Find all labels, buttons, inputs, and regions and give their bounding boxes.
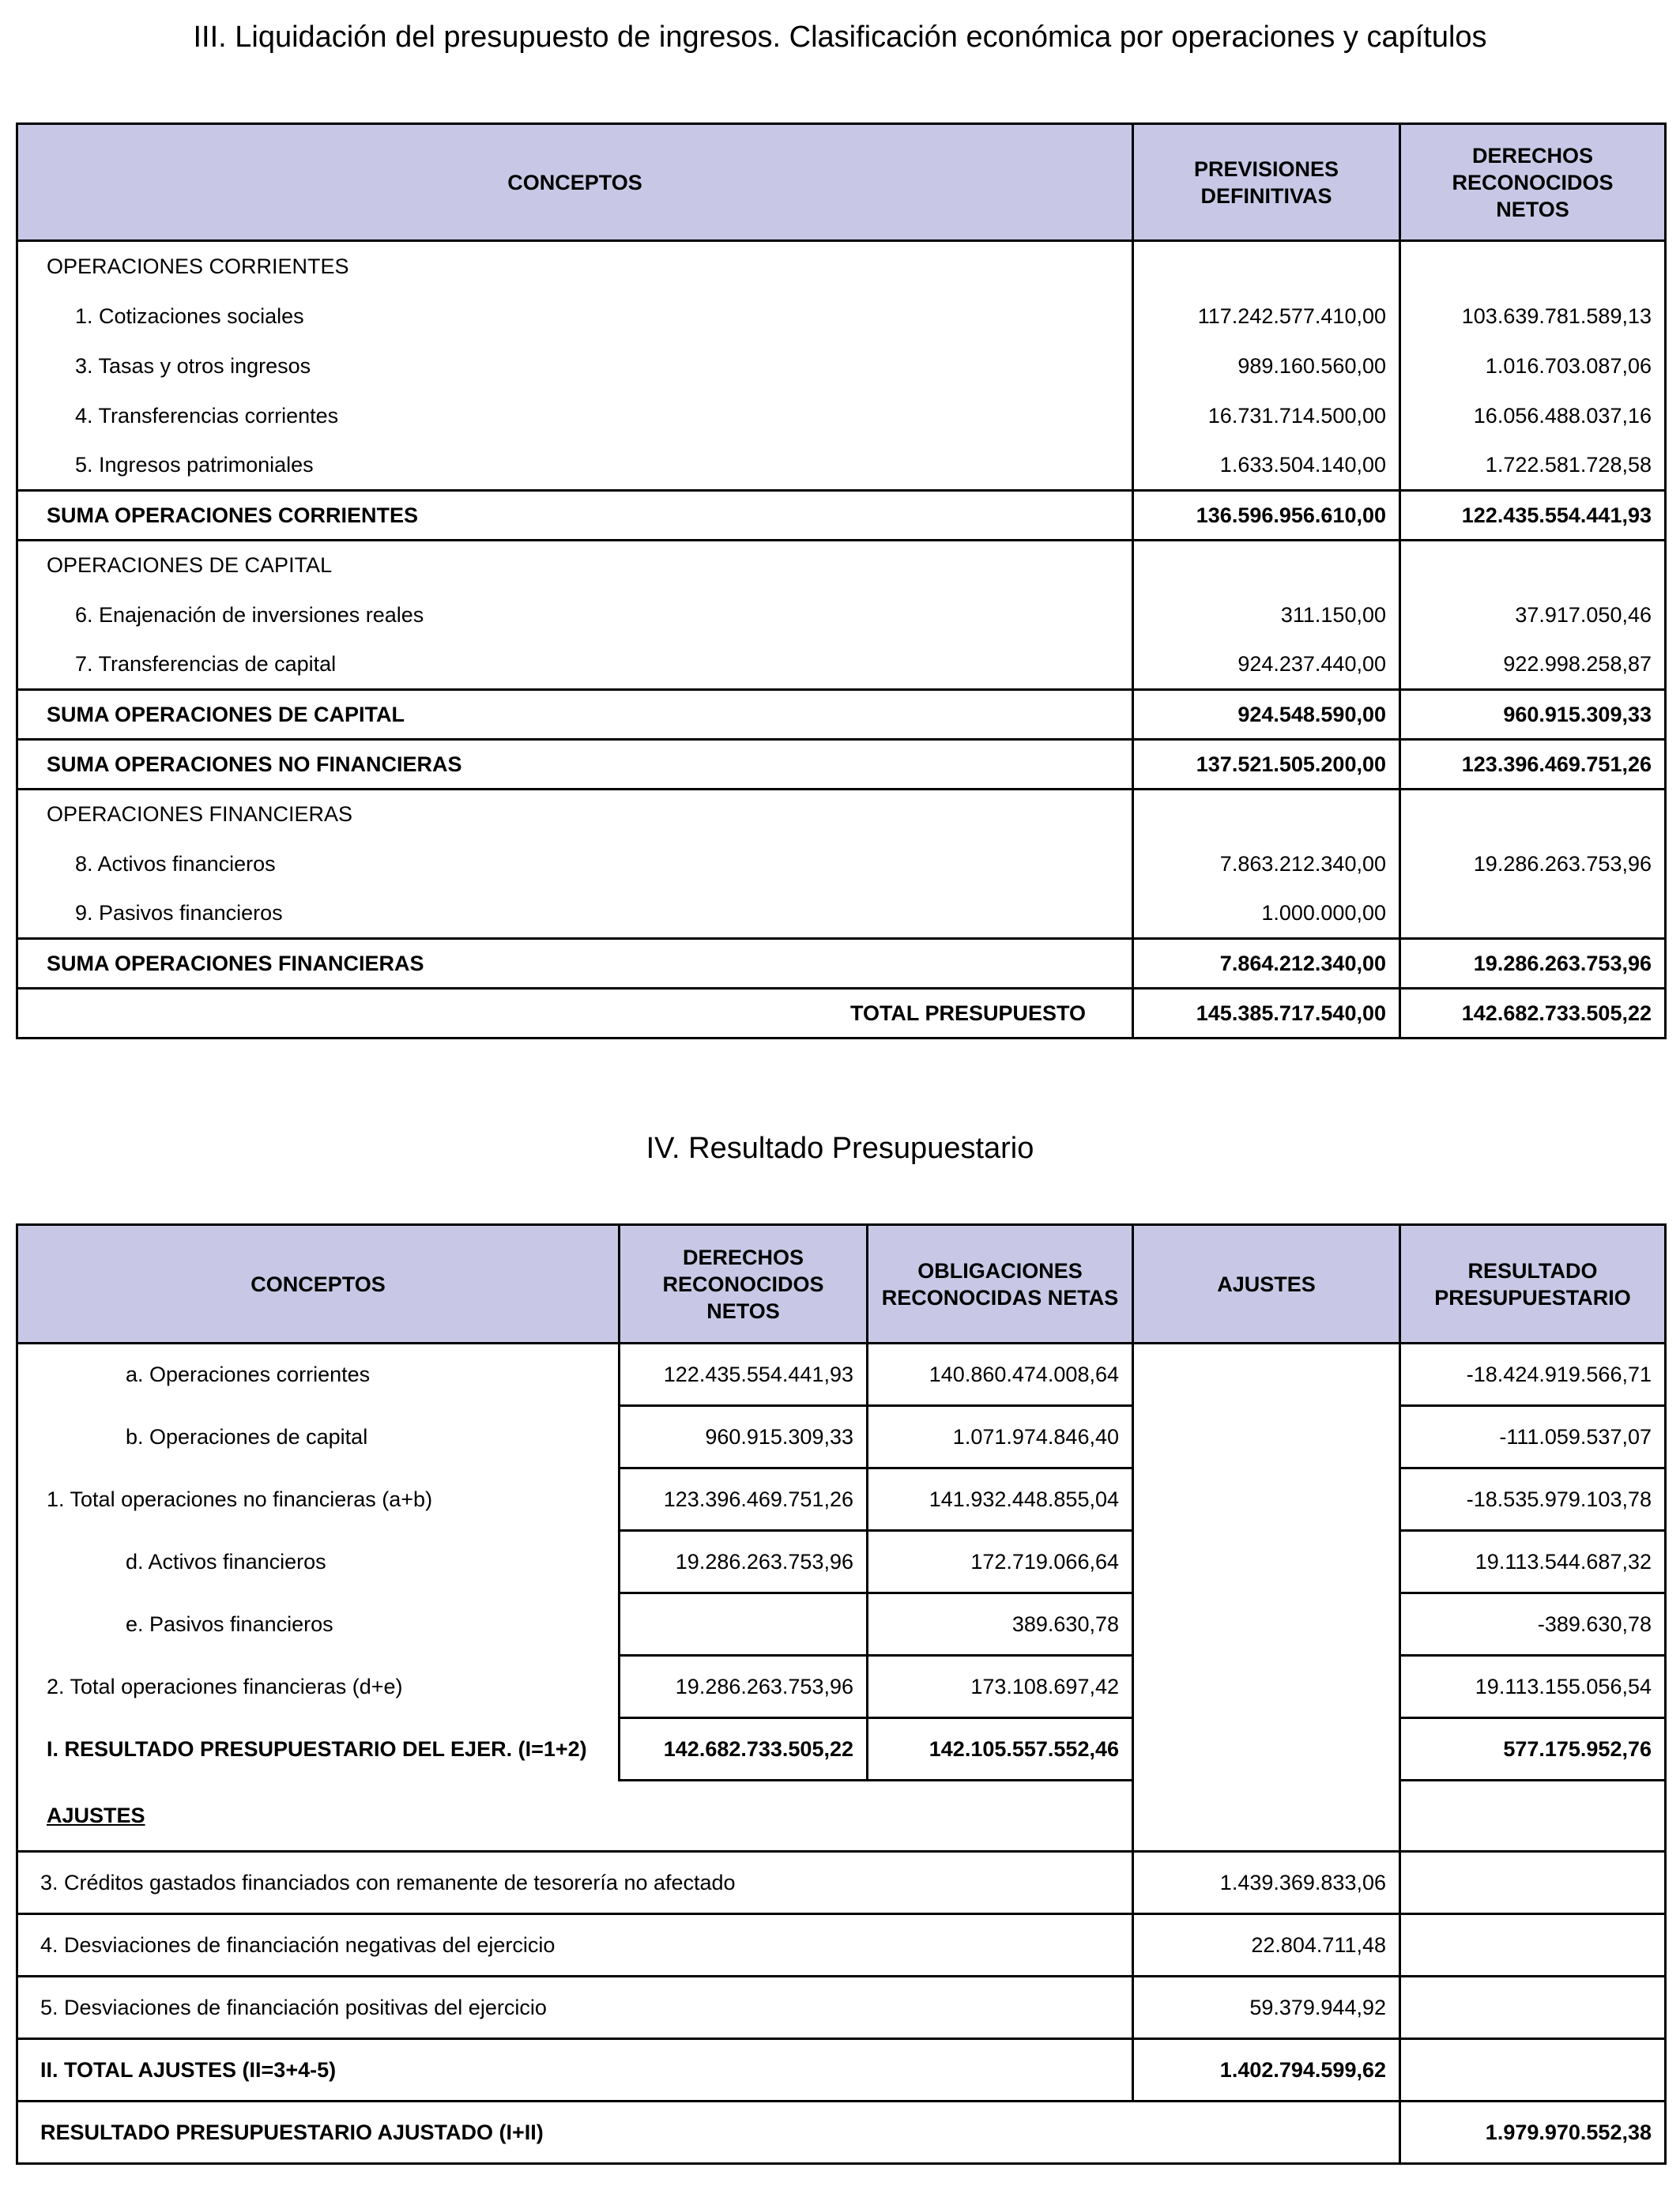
table-row: 1. Total operaciones no financieras (a+b) 123.396.469.751,26 141.932.448.855,04 -18.535.979.103,78 [17,1468,1666,1531]
col-header-conceptos: CONCEPTOS [17,124,1133,241]
total-row: TOTAL PRESUPUESTO 145.385.717.540,00 142.682.733.505,22 [17,989,1666,1039]
table-row: a. Operaciones corrientes 122.435.554.441,93 140.860.474.008,64 -18.424.919.566,71 [17,1344,1666,1406]
adjustment-row: 3. Créditos gastados financiados con remanente de tesorería no afectado 1.439.369.833,06 [17,1852,1666,1914]
group-heading: OPERACIONES CORRIENTES [17,241,1133,292]
section4-title: IV. Resultado Presupuestario [646,1132,1034,1165]
income-budget-table [16,123,1667,1039]
sum-row: SUMA OPERACIONES CORRIENTES 136.596.956.610,00 122.435.554.441,93 [17,491,1666,541]
sum-row: SUMA OPERACIONES DE CAPITAL 924.548.590,00 960.915.309,33 [17,690,1666,740]
table-row: d. Activos financieros 19.286.263.753,96 172.719.066,64 19.113.544.687,32 [17,1531,1666,1593]
col-header-derechos: DERECHOS RECONOCIDOS NETOS [620,1225,868,1344]
table-row: 3. Tasas y otros ingresos 989.160.560,00 1.016.703.087,06 [17,341,1666,391]
result-row: I. RESULTADO PRESUPUESTARIO DEL EJER. (I=1+2) 142.682.733.505,22 142.105.557.552,46 577.175.952,76 [17,1718,1666,1781]
table-row: 7. Transferencias de capital 924.237.440,00 922.998.258,87 [17,640,1666,690]
ajustes-heading: AJUSTES [47,1804,145,1827]
total-adjustments-row: II. TOTAL AJUSTES (II=3+4-5) 1.402.794.599,62 [17,2039,1666,2102]
table-row: 2. Total operaciones financieras (d+e) 19.286.263.753,96 173.108.697,42 19.113.155.056,54 [17,1656,1666,1718]
table-row: 9. Pasivos financieros 1.000.000,00 [17,889,1666,939]
table-row: 1. Cotizaciones sociales 117.242.577.410,00 103.639.781.589,13 [17,292,1666,341]
group-heading: OPERACIONES DE CAPITAL [17,541,1133,590]
col-header-derechos: DERECHOS RECONOCIDOS NETOS [1400,124,1666,241]
table-row: 6. Enajenación de inversiones reales 311.150,00 37.917.050,46 [17,590,1666,640]
col-header-resultado: RESULTADO PRESUPUESTARIO [1400,1225,1666,1344]
col-header-previsiones: PREVISIONES DEFINITIVAS [1133,124,1400,241]
col-header-ajustes: AJUSTES [1133,1225,1400,1344]
section3-title: III. Liquidación del presupuesto de ingresos. Clasificación económica por operaciones y capítulos [193,21,1487,54]
table-row: e. Pasivos financieros 389.630,78 -389.630,78 [17,1593,1666,1656]
sum-row: SUMA OPERACIONES FINANCIERAS 7.864.212.340,00 19.286.263.753,96 [17,939,1666,989]
sum-row: SUMA OPERACIONES NO FINANCIERAS 137.521.505.200,00 123.396.469.751,26 [17,740,1666,790]
adjustment-row: 5. Desviaciones de financiación positivas del ejercicio 59.379.944,92 [17,1977,1666,2039]
table-row: b. Operaciones de capital 960.915.309,33 1.071.974.846,40 -111.059.537,07 [17,1406,1666,1468]
table-row: 5. Ingresos patrimoniales 1.633.504.140,00 1.722.581.728,58 [17,441,1666,491]
budget-result-table [16,1223,1667,2165]
adjustment-row: 4. Desviaciones de financiación negativas del ejercicio 22.804.711,48 [17,1914,1666,1977]
adjusted-result-row: RESULTADO PRESUPUESTARIO AJUSTADO (I+II) 1.979.970.552,38 [17,2102,1666,2164]
col-header-conceptos: CONCEPTOS [17,1225,620,1344]
col-header-obligaciones: OBLIGACIONES RECONOCIDAS NETAS [868,1225,1133,1344]
table-row: 4. Transferencias corrientes 16.731.714.500,00 16.056.488.037,16 [17,391,1666,441]
group-heading: OPERACIONES FINANCIERAS [17,790,1133,839]
table-row: 8. Activos financieros 7.863.212.340,00 19.286.263.753,96 [17,839,1666,889]
